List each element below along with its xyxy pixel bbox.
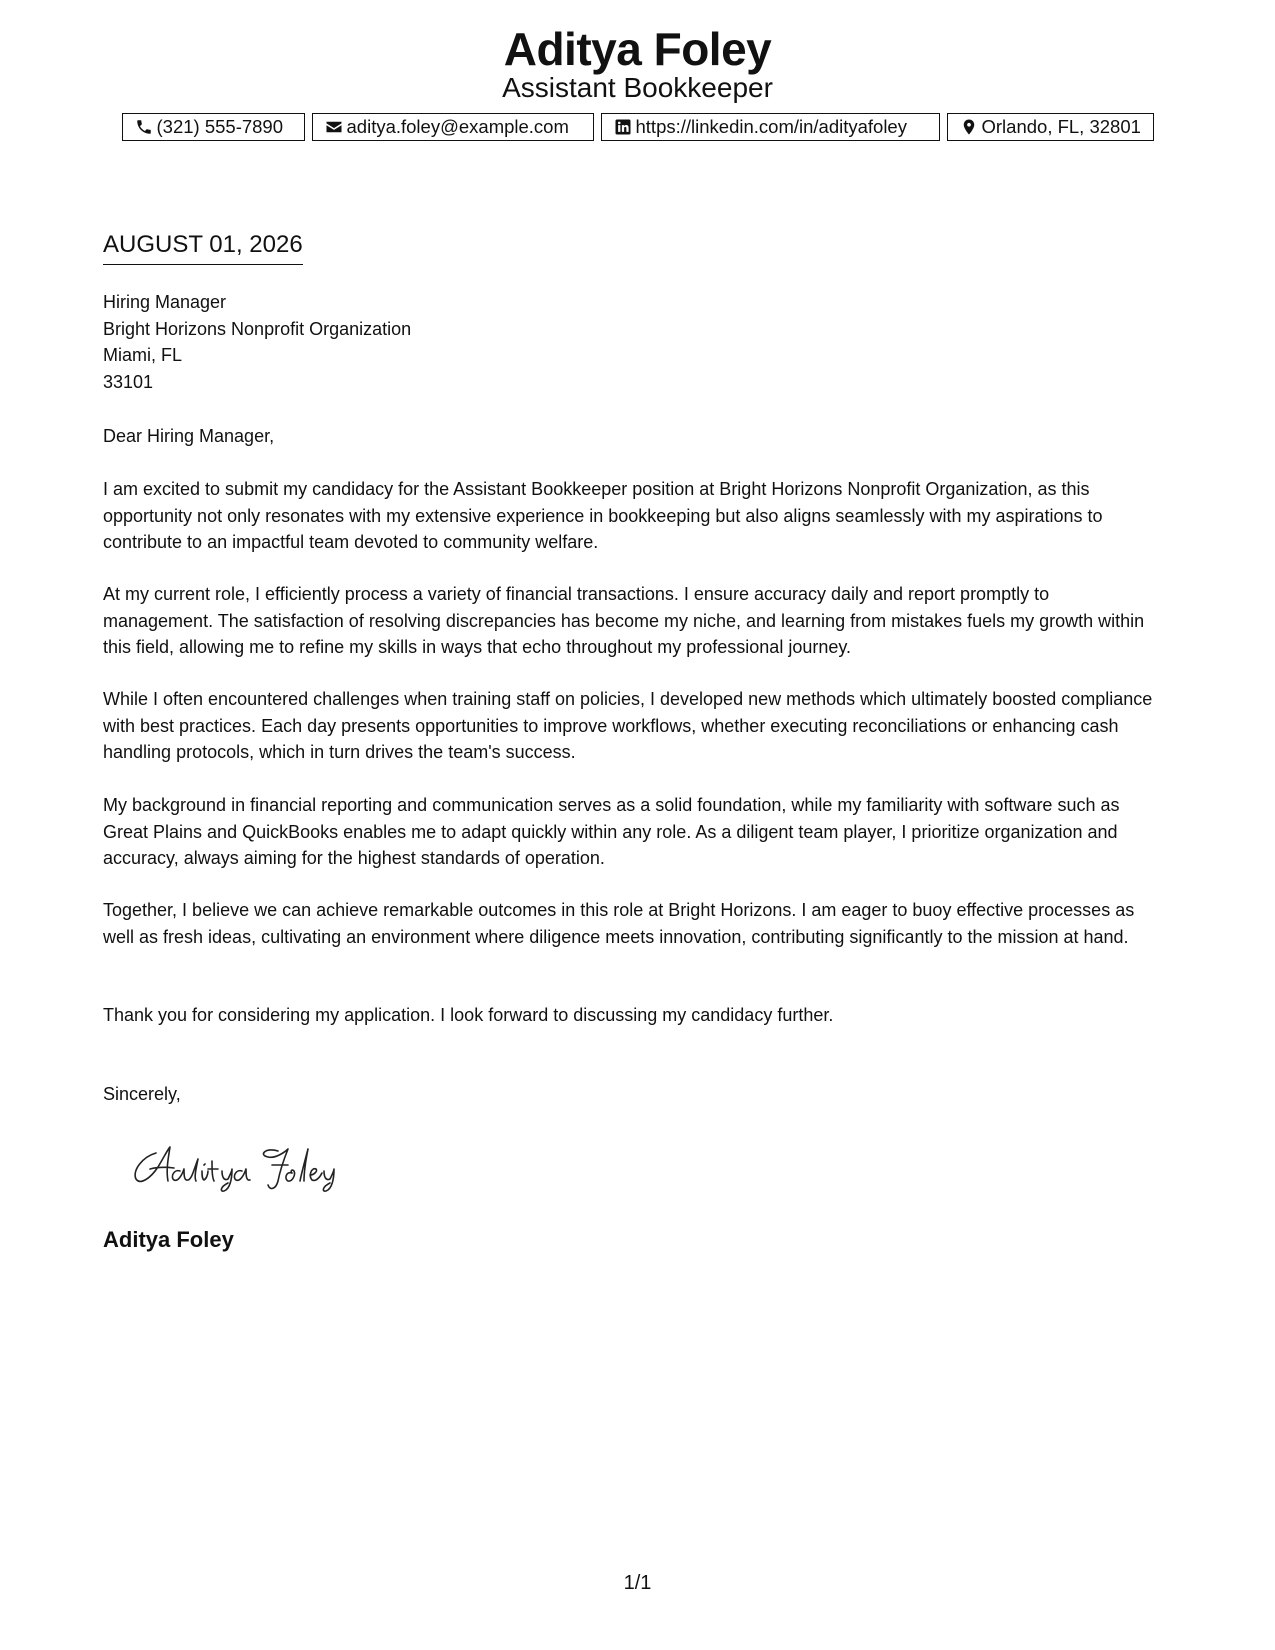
applicant-job-title: Assistant Bookkeeper: [502, 72, 773, 103]
contact-linkedin-text: https://linkedin.com/in/adityafoley: [635, 116, 907, 137]
closing-line: Sincerely,: [103, 1084, 181, 1104]
recipient-line: Hiring Manager: [103, 292, 227, 312]
contact-info-row: [0, 113, 1275, 141]
recipient-address: [103, 289, 411, 395]
contact-phone: [122, 113, 305, 141]
envelope-icon: [325, 118, 343, 136]
body-paragraph: Together, I believe we can achieve remarkable outcomes in this role at Bright Horizons. I am eager to buoy effective processes as well as fresh ideas, cultivating an environment where diligence meets innovation, contributing significantly to the mission at hand.: [103, 900, 1135, 947]
phone-icon: [135, 118, 153, 136]
map-pin-icon: [960, 118, 978, 136]
salutation: Dear Hiring Manager,: [103, 426, 275, 446]
body-paragraph: I am excited to submit my candidacy for the Assistant Bookkeeper position at Bright Horizons Nonprofit Organization, as this opportunity not only resonates with my extensive experience in bookkeeping but also aligns seamlessly with my aspirations to contribute to an impactful team devoted to community welfare.: [103, 479, 1103, 552]
contact-location-text: Orlando, FL, 32801: [981, 116, 1141, 137]
applicant-name: Aditya Foley: [503, 23, 772, 75]
contact-linkedin: [601, 113, 940, 141]
contact-location: [947, 113, 1154, 141]
contact-email: [312, 113, 594, 141]
body-paragraph: While I often encountered challenges when training staff on policies, I developed new methods which ultimately boosted compliance with best practices. Each day presents opportunities to improve workflows, whether executing reconciliations or enhancing cash handling protocols, which in turn drives the team's success.: [103, 689, 1153, 762]
letter-date: AUGUST 01, 2026: [103, 230, 303, 265]
recipient-line: 33101: [103, 371, 154, 392]
body-paragraph: My background in financial reporting and communication serves as a solid foundation, while my familiarity with software such as Great Plains and QuickBooks enables me to adapt quickly within any role. As a diligent team player, I prioritize organization and accuracy, always aiming for the highest standards of operation.: [103, 795, 1120, 868]
signer-name: Aditya Foley: [103, 1227, 234, 1252]
recipient-line: Miami, FL: [103, 345, 183, 365]
body-paragraph: Thank you for considering my application. I look forward to discussing my candidacy further.: [103, 1005, 834, 1025]
linkedin-icon: [614, 118, 632, 136]
contact-phone-text: (321) 555-7890: [156, 116, 284, 137]
recipient-line: Bright Horizons Nonprofit Organization: [103, 318, 412, 339]
page-number: 1/1: [623, 1572, 652, 1594]
letter-header: [0, 22, 1275, 104]
contact-email-text: aditya.foley@example.com: [346, 116, 569, 137]
handwritten-signature: [128, 1135, 348, 1195]
body-paragraph: At my current role, I efficiently process a variety of financial transactions. I ensure accuracy daily and report promptly to management. The satisfaction of resolving discrepancies has become my niche, and learning from mistakes fuels my growth within this field, allowing me to refine my skills in ways that echo throughout my professional journey.: [103, 584, 1145, 657]
